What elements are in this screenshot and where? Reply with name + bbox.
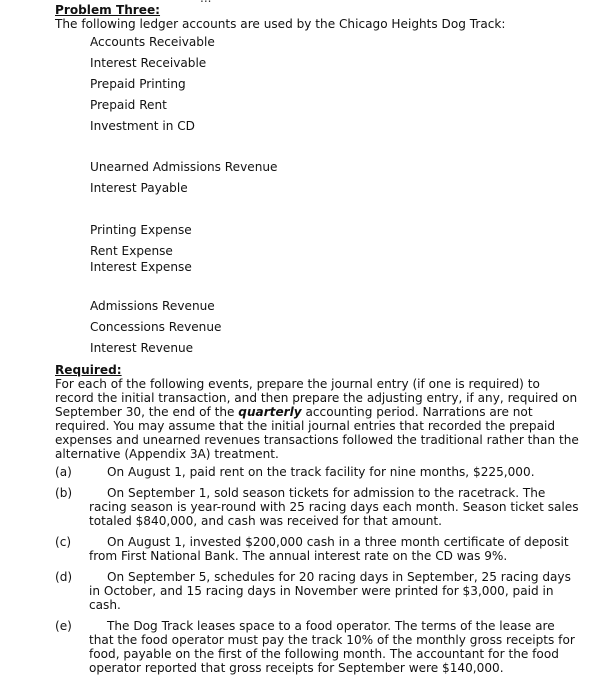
- clipped-previous-line: [200, 0, 211, 5]
- event-label: (e): [55, 619, 72, 633]
- event-text: On September 5, schedules for 20 racing days in September, 25 racing days in October, and 15 racing days in November were printed for $3,000, paid in cash.: [89, 570, 571, 612]
- account-prepaid-printing: Prepaid Printing: [90, 77, 186, 91]
- account-accounts-receivable: Accounts Receivable: [90, 35, 215, 49]
- event-label: (c): [55, 535, 72, 549]
- event-text: The Dog Track leases space to a food operator. The terms of the lease are that the food operator must pay the track 10% of the monthly gross receipts for food, payable on the first of the following month. The accountant for the food operator reported that gross receipts for September were $140,000.: [89, 619, 575, 675]
- account-interest-expense: Interest Expense: [90, 260, 192, 274]
- problem-intro: The following ledger accounts are used by the Chicago Heights Dog Track:: [55, 17, 506, 31]
- account-unearned-admissions-revenue: Unearned Admissions Revenue: [90, 160, 278, 174]
- account-interest-receivable: Interest Receivable: [90, 56, 207, 70]
- account-investment-in-cd: Investment in CD: [90, 119, 195, 133]
- event-label: (b): [55, 486, 73, 500]
- required-text-after: accounting period. Narrations are not required. You may assume that the initial journal entries that recorded the prepaid expenses and unearned revenues transactions followed the traditional rather than the alternative (Appendix 3A) treatment.: [55, 405, 579, 461]
- event-label: (d): [55, 570, 73, 584]
- event-text: On August 1, paid rent on the track facility for nine months, $225,000.: [107, 465, 535, 479]
- required-title: Required:: [55, 363, 122, 377]
- event-d: [55, 570, 579, 612]
- event-label: (a): [55, 465, 72, 479]
- account-concessions-revenue: Concessions Revenue: [90, 320, 222, 334]
- event-text: On September 1, sold season tickets for admission to the racetrack. The racing season is year-round with 25 racing days each month. Season ticket sales totaled $840,000, and cash was received for that amount.: [89, 486, 579, 528]
- required-instructions: [55, 377, 579, 461]
- problem-title: Problem Three:: [55, 3, 161, 17]
- required-text-before: For each of the following events, prepare the journal entry (if one is required) to record the initial transaction, and then prepare the adjusting entry, if any, required on September 30, the end of the: [55, 377, 578, 419]
- account-prepaid-rent: Prepaid Rent: [90, 98, 167, 112]
- account-rent-expense: Rent Expense: [90, 244, 173, 258]
- event-c: [55, 535, 579, 563]
- event-e: [55, 619, 579, 675]
- event-text: On August 1, invested $200,000 cash in a three month certificate of deposit from First National Bank. The annual interest rate on the CD was 9%.: [89, 535, 569, 563]
- account-admissions-revenue: Admissions Revenue: [90, 299, 215, 313]
- account-interest-payable: Interest Payable: [90, 181, 188, 195]
- account-printing-expense: Printing Expense: [90, 223, 192, 237]
- account-interest-revenue: Interest Revenue: [90, 341, 194, 355]
- event-a: [55, 465, 579, 479]
- event-b: [55, 486, 579, 528]
- required-emphasis: quarterly: [238, 405, 302, 419]
